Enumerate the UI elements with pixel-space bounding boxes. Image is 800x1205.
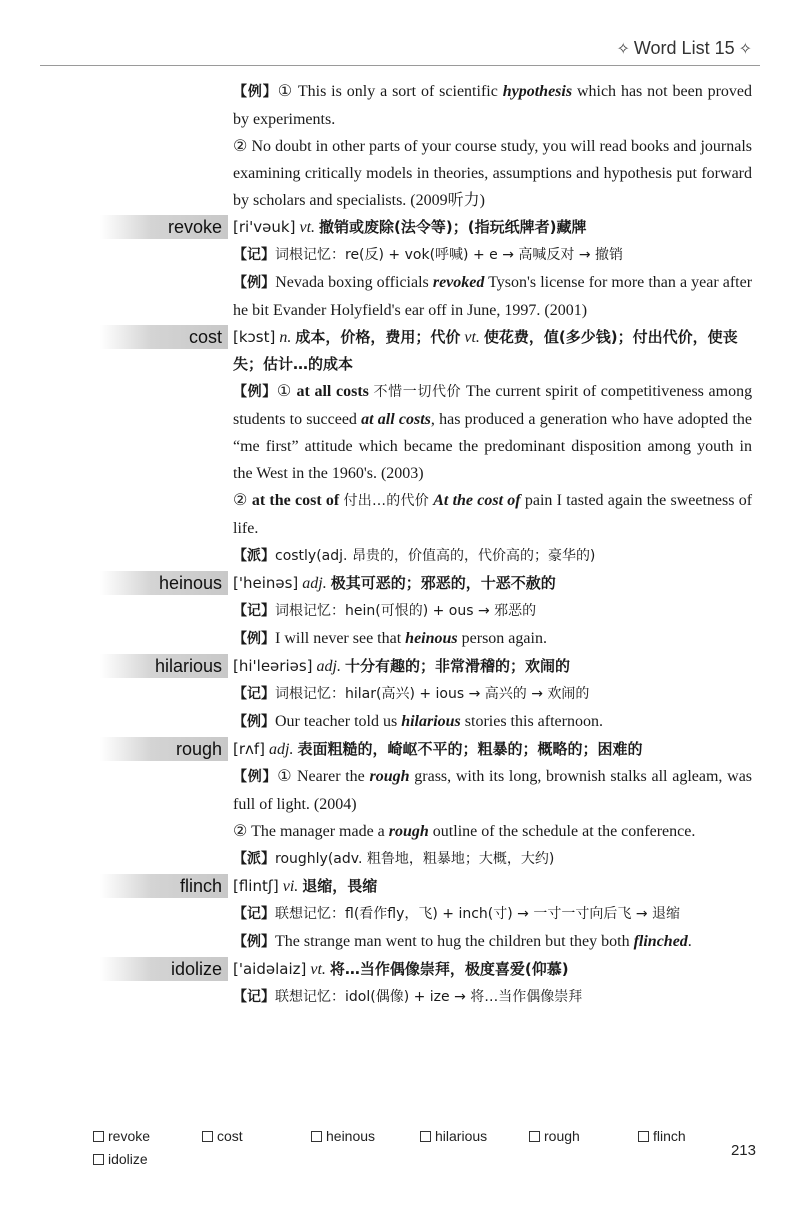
definition: [rʌf] adj. 表面粗糙的，崎岖不平的；粗暴的；概略的；困难的 (233, 740, 643, 758)
entry-rough (0, 736, 800, 873)
memory-tip: 【记】词根记忆：re(反) + vok(呼喊) + e → 高喊反对 → 撤销 (233, 247, 624, 263)
example: 【例】I will never see that heinous person again. (233, 630, 547, 647)
entry-hilarious (0, 653, 800, 736)
definition: [flintʃ] vi. 退缩，畏缩 (233, 877, 378, 895)
checkbox-icon[interactable] (93, 1131, 104, 1142)
example: ② at the cost of 付出…的代价 At the cost of pain I tasted again the sweetness of life. (233, 492, 753, 537)
entry-revoke (0, 214, 800, 324)
header-rule (40, 65, 760, 66)
headword: flinch (100, 874, 228, 898)
entry-cost (0, 324, 800, 570)
derivative: 【派】roughly(adv. 粗鲁地，粗暴地；大概，大约) (233, 851, 555, 867)
checkbox-icon[interactable] (202, 1131, 213, 1142)
checkbox-cost[interactable]: cost (202, 1128, 243, 1144)
checkbox-heinous[interactable]: heinous (311, 1128, 375, 1144)
definition: ['aidəlaiz] vt. 将…当作偶像崇拜，极度喜爱(仰慕) (233, 960, 569, 978)
diamond-icon: ✧ (738, 41, 752, 58)
headword: revoke (100, 215, 228, 239)
definition: [hi'leəriəs] adj. 十分有趣的；非常滑稽的；欢闹的 (233, 657, 570, 675)
checkbox-icon[interactable] (638, 1131, 649, 1142)
memory-tip: 【记】联想记忆：fl(看作fly，飞) + inch(寸) → 一寸一寸向后飞 → 退缩 (233, 906, 680, 922)
memory-tip: 【记】词根记忆：hein(可恨的) + ous → 邪恶的 (233, 603, 537, 619)
page-header (0, 36, 800, 66)
checkbox-icon[interactable] (311, 1131, 322, 1142)
review-checklist (0, 1124, 800, 1184)
example: 【例】Nevada boxing officials revoked Tyson's license for more than a year after he bit Evander Holyfield's ear off in June, 1997. (2001) (233, 274, 753, 319)
memory-tip: 【记】词根记忆：hilar(高兴) + ious → 高兴的 → 欢闹的 (233, 686, 590, 702)
memory-tip: 【记】联想记忆：idol(偶像) + ize → 将…当作偶像崇拜 (233, 989, 583, 1005)
checkbox-flinch[interactable]: flinch (638, 1128, 686, 1144)
checkbox-icon[interactable] (93, 1154, 104, 1165)
headword: idolize (100, 957, 228, 981)
derivative: 【派】costly(adj. 昂贵的，价值高的，代价高的；豪华的) (233, 548, 596, 564)
checkbox-hilarious[interactable]: hilarious (420, 1128, 487, 1144)
example: 【例】① at all costs 不惜一切代价 The current spirit of competitiveness among students to succeed at all costs, has produced a generation who have adopted the “me first” attitude which became the predominant disposition among youth in the West in the 1960's. (2003) (233, 383, 753, 482)
checkbox-revoke[interactable]: revoke (93, 1128, 150, 1144)
example: 【例】① This is only a sort of scientific hypothesis which has not been proved by experiments. (233, 83, 753, 128)
entry-idolize (0, 956, 800, 1011)
diamond-icon: ✧ (616, 41, 630, 58)
example: 【例】① Nearer the rough grass, with its long, brownish stalks all agleam, was full of light. (2004) (233, 768, 753, 813)
entry-heinous (0, 570, 800, 653)
example: 【例】The strange man went to hug the children but they both flinched. (233, 933, 692, 950)
checkbox-idolize[interactable]: idolize (93, 1151, 148, 1167)
checkbox-icon[interactable] (420, 1131, 431, 1142)
entry-hypothesis-continued (0, 78, 800, 214)
example: ② No doubt in other parts of your course study, you will read books and journals examining critically models in theories, assumptions and hypothesis put forward by scholars and specialists. (2009听力) (233, 138, 753, 209)
example: 【例】Our teacher told us hilarious stories this afternoon. (233, 713, 603, 730)
example: ② The manager made a rough outline of the schedule at the conference. (233, 823, 696, 840)
word-list-title: ✧ Word List 15 ✧ (612, 38, 756, 59)
headword: heinous (100, 571, 228, 595)
headword: cost (100, 325, 228, 349)
page-number: 213 (730, 1142, 756, 1159)
definition: ['heinəs] adj. 极其可恶的；邪恶的，十恶不赦的 (233, 574, 556, 592)
definition: [ri'vəuk] vt. 撤销或废除(法令等)；(指玩纸牌者)藏牌 (233, 218, 587, 236)
checkbox-icon[interactable] (529, 1131, 540, 1142)
headword: hilarious (100, 654, 228, 678)
definition: [kɔst] n. 成本，价格，费用；代价 vt. 使花费，值(多少钱)；付出代价，使丧失；估计…的成本 (233, 328, 738, 373)
page-content (0, 78, 800, 1011)
entry-flinch (0, 873, 800, 956)
headword: rough (100, 737, 228, 761)
checkbox-rough[interactable]: rough (529, 1128, 580, 1144)
